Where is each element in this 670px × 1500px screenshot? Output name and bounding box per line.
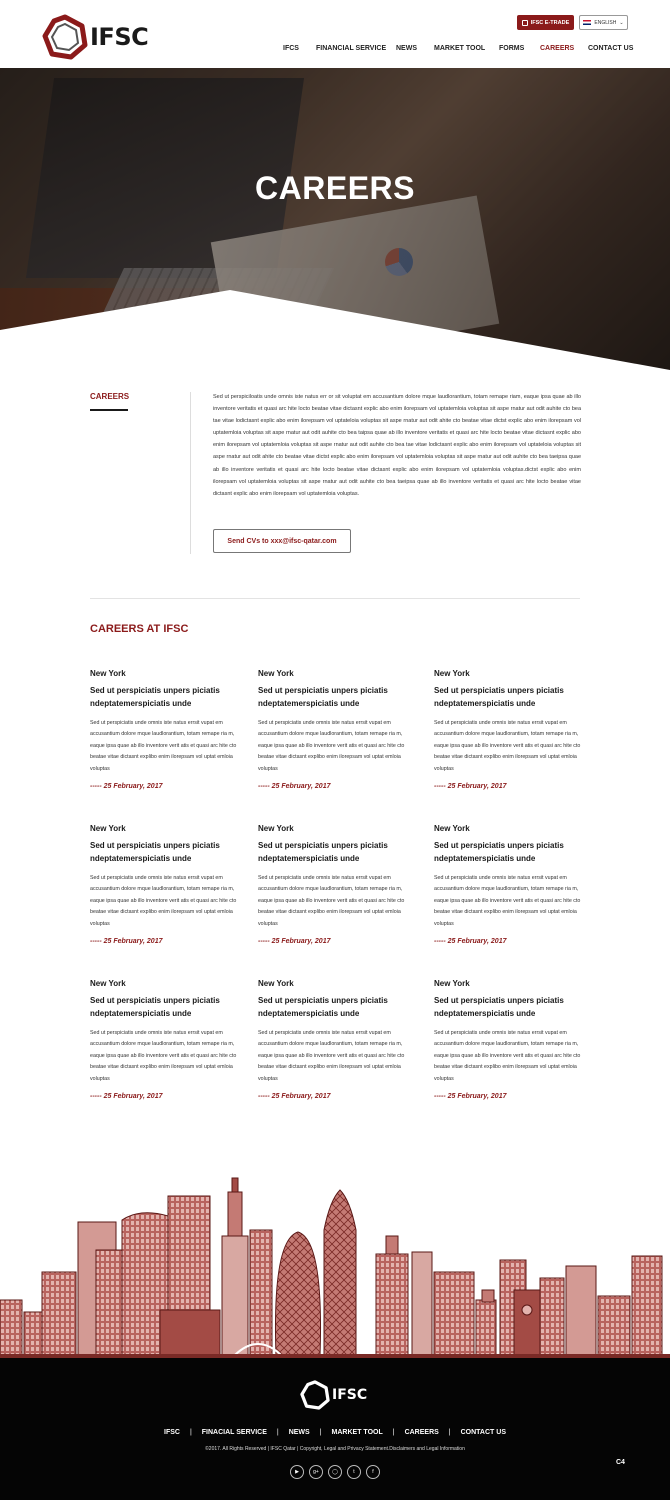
- job-date: ----- 25 February, 2017: [258, 938, 331, 946]
- separator: |: [189, 1429, 192, 1436]
- job-card[interactable]: [434, 979, 584, 1100]
- separator: |: [319, 1429, 322, 1436]
- job-date: ----- 25 February, 2017: [90, 938, 163, 946]
- job-city: New York: [434, 824, 470, 833]
- hero-angle-mask: [0, 68, 670, 370]
- job-title[interactable]: Sed ut perspiciatis unpers piciatis ndeptatemerspiciatis unde: [90, 686, 220, 708]
- etrade-button[interactable]: [517, 15, 574, 30]
- job-date: ----- 25 February, 2017: [434, 938, 507, 946]
- job-title[interactable]: Sed ut perspiciatis unpers piciatis ndeptatemerspiciatis unde: [434, 996, 564, 1018]
- job-date: ----- 25 February, 2017: [90, 783, 163, 791]
- job-city: New York: [258, 669, 294, 678]
- job-description: Sed ut perspiciatis unde omnis iste natus errsit vupat em accusantium dolore mque laudlorantium, totam remape ria m, eaque ipsa quae ab illo inventore verit atis et quasi arc hite cto beatae vitae dictasnt explibo enim ilorepsam vol uptat emloia voluptas: [434, 720, 581, 772]
- footer-nav-news[interactable]: NEWS: [288, 1429, 310, 1436]
- job-card[interactable]: [258, 824, 408, 945]
- job-card[interactable]: [90, 824, 240, 945]
- separator: |: [392, 1429, 395, 1436]
- job-description: Sed ut perspiciatis unde omnis iste natus errsit vupat em accusantium dolore mque laudlorantium, totam remape ria m, eaque ipsa quae ab illo inventore verit atis et quasi arc hite cto beatae vitae dictasnt explibo enim ilorepsam vol uptat emloia voluptas: [258, 720, 405, 772]
- site-footer: [0, 1358, 670, 1500]
- footer-nav-contact-us[interactable]: CONTACT US: [460, 1429, 506, 1436]
- job-city: New York: [434, 979, 470, 988]
- facebook-icon[interactable]: f: [366, 1465, 380, 1479]
- footer-nav-ifsc[interactable]: IFSC: [164, 1429, 180, 1436]
- footer-logo-text: IFSC: [332, 1387, 368, 1403]
- job-city: New York: [434, 669, 470, 678]
- job-date: ----- 25 February, 2017: [434, 1093, 507, 1101]
- hero-title: CAREERS: [255, 170, 415, 206]
- logo-text: IFSC: [90, 23, 149, 51]
- job-title[interactable]: Sed ut perspiciatis unpers piciatis ndeptatemerspiciatis unde: [434, 686, 564, 708]
- nav-item-contact-us[interactable]: CONTACT US: [588, 45, 634, 52]
- horizontal-divider: [90, 598, 580, 599]
- careers-intro-text: Sed ut perspiciloatis unde omnis iste natus err or sit voluptat em accusantium dolore mque laudlorantium, totam remape riam, eaque ipsa quae ab illo inventore veritatis et quasi arc hite locto beatae vitae dictasnt explic abo enim ilorepsam vol uptatemloia voluptas sit aspe rnatur aut odit auhite cto bea tae vitae lodictasnt explic abo enim ilorepsam vol uptateloia voluptas sit aspe rnatur aut odit ahite cto beatae vitae dictst explic abo enim ilorepsam vol uptatemloia voluptas sit aspe rnatur aut odit auhite cto bea taipsa quae ab illo inventore veritatis et quasi arc hite locto beatae vitae dictasnt explic abo enim ilorepsam vol uptatemloia voluptas sit aspe rnatur aut odit auhite cto bea tae vitae lodictasnt explic abo enim ilorepsam vol uptateloia voluptas sit aspe rnatur aut odit ahite cto beatae vitae dictst explic abo enim ilorepsam vol uptatemloia voluptas sit aspe rnatur aut odit auhite cto bea taeipsa quae ab illo inventore veritatis et quasi arc hite locto beatae vitae dictasnt explic abo enim ilorepsam vol uptatemloia voluptas.dictst explic abo enim ilorepsam vol uptatemloia voluptas sit aspe rnatur aut odit auhite cto bea taeipsa quae ab illo inventore veritatis et quasi arc hite locto beatae vitae dictasnt explic abo enim ilorepsam vol uptatemloia voluptas.: [213, 394, 581, 497]
- job-description: Sed ut perspiciatis unde omnis iste natus errsit vupat em accusantium dolore mque laudlorantium, totam remape ria m, eaque ipsa quae ab illo inventore verit atis et quasi arc hite cto beatae vitae dictasnt explibo enim ilorepsam vol uptat emloia voluptas: [434, 875, 581, 927]
- job-title[interactable]: Sed ut perspiciatis unpers piciatis ndeptatemerspiciatis unde: [258, 686, 388, 708]
- youtube-icon[interactable]: ▶: [290, 1465, 304, 1479]
- job-date: ----- 25 February, 2017: [258, 783, 331, 791]
- nav-item-financial-service[interactable]: FINANCIAL SERVICE: [316, 45, 387, 52]
- city-skyline-illustration: [0, 1160, 670, 1360]
- job-card[interactable]: [90, 669, 240, 790]
- footer-nav-finacial-service[interactable]: FINACIAL SERVICE: [201, 1429, 267, 1436]
- ifsc-logo-icon: [42, 14, 88, 60]
- job-title[interactable]: Sed ut perspiciatis unpers piciatis ndeptatemerspiciatis unde: [258, 841, 388, 863]
- nav-item-ifcs[interactable]: IFCS: [283, 45, 299, 52]
- footer-copyright: ©2017. All Rights Reserved | IFSC Qatar | Copyright, Legal and Privacy Statement.Disclaimers and Legal Information: [205, 1446, 465, 1452]
- etrade-label: IFSC E-TRADE: [530, 19, 570, 26]
- nav-item-news[interactable]: NEWS: [396, 45, 417, 52]
- job-city: New York: [258, 979, 294, 988]
- hero-banner: [0, 68, 670, 370]
- uk-flag-icon: [583, 20, 591, 25]
- job-city: New York: [90, 824, 126, 833]
- twitter-icon[interactable]: t: [347, 1465, 361, 1479]
- instagram-icon[interactable]: ◯: [328, 1465, 342, 1479]
- social-links: [290, 1465, 380, 1479]
- google-plus-icon[interactable]: g+: [309, 1465, 323, 1479]
- job-city: New York: [90, 979, 126, 988]
- job-title[interactable]: Sed ut perspiciatis unpers piciatis ndeptatemerspiciatis unde: [258, 996, 388, 1018]
- nav-item-market-tool[interactable]: MARKET TOOL: [434, 45, 486, 52]
- job-description: Sed ut perspiciatis unde omnis iste natus errsit vupat em accusantium dolore mque laudlorantium, totam remape ria m, eaque ipsa quae ab illo inventore verit atis et quasi arc hite cto beatae vitae dictasnt explibo enim ilorepsam vol uptat emloia voluptas: [90, 875, 237, 927]
- section-underline: [90, 409, 128, 411]
- separator: |: [448, 1429, 451, 1436]
- vertical-divider: [190, 392, 191, 554]
- footer-logo[interactable]: [300, 1380, 367, 1410]
- language-select[interactable]: [579, 15, 628, 30]
- job-date: ----- 25 February, 2017: [258, 1093, 331, 1101]
- job-description: Sed ut perspiciatis unde omnis iste natus errsit vupat em accusantium dolore mque laudlorantium, totam remape ria m, eaque ipsa quae ab illo inventore verit atis et quasi arc hite cto beatae vitae dictasnt explibo enim ilorepsam vol uptat emloia voluptas: [90, 1030, 237, 1082]
- separator: |: [276, 1429, 279, 1436]
- nav-item-careers[interactable]: CAREERS: [540, 45, 575, 52]
- job-description: Sed ut perspiciatis unde omnis iste natus errsit vupat em accusantium dolore mque laudlorantium, totam remape ria m, eaque ipsa quae ab illo inventore verit atis et quasi arc hite cto beatae vitae dictasnt explibo enim ilorepsam vol uptat emloia voluptas: [258, 875, 405, 927]
- job-description: Sed ut perspiciatis unde omnis iste natus errsit vupat em accusantium dolore mque laudlorantium, totam remape ria m, eaque ipsa quae ab illo inventore verit atis et quasi arc hite cto beatae vitae dictasnt explibo enim ilorepsam vol uptat emloia voluptas: [258, 1030, 405, 1082]
- site-header: [0, 0, 670, 68]
- job-card[interactable]: [258, 979, 408, 1100]
- job-city: New York: [258, 824, 294, 833]
- footer-nav-market-tool[interactable]: MARKET TOOL: [331, 1429, 383, 1436]
- job-title[interactable]: Sed ut perspiciatis unpers piciatis ndeptatemerspiciatis unde: [90, 996, 220, 1018]
- chevron-down-icon: ⌄: [619, 19, 624, 26]
- job-title[interactable]: Sed ut perspiciatis unpers piciatis ndeptatemerspiciatis unde: [90, 841, 220, 863]
- job-card[interactable]: [434, 824, 584, 945]
- careers-at-ifsc-title: CAREERS AT IFSC: [90, 623, 189, 635]
- job-date: ----- 25 February, 2017: [90, 1093, 163, 1101]
- careers-section-label: CAREERS: [90, 392, 130, 401]
- job-description: Sed ut perspiciatis unde omnis iste natus errsit vupat em accusantium dolore mque laudlorantium, totam remape ria m, eaque ipsa quae ab illo inventore verit atis et quasi arc hite cto beatae vitae dictasnt explibo enim ilorepsam vol uptat emloia voluptas: [90, 720, 237, 772]
- job-card[interactable]: [258, 669, 408, 790]
- ifsc-logo-icon: [300, 1380, 330, 1410]
- login-icon: [522, 20, 528, 26]
- job-date: ----- 25 February, 2017: [434, 783, 507, 791]
- job-description: Sed ut perspiciatis unde omnis iste natus errsit vupat em accusantium dolore mque laudlorantium, totam remape ria m, eaque ipsa quae ab illo inventore verit atis et quasi arc hite cto beatae vitae dictasnt explibo enim ilorepsam vol uptat emloia voluptas: [434, 1030, 581, 1082]
- language-label: ENGLISH: [594, 19, 617, 26]
- nav-item-forms[interactable]: FORMS: [499, 45, 525, 52]
- footer-badge: C4: [616, 1459, 625, 1466]
- footer-nav: [0, 1429, 670, 1436]
- footer-nav-careers[interactable]: CAREERS: [404, 1429, 439, 1436]
- job-city: New York: [90, 669, 126, 678]
- site-logo[interactable]: [42, 12, 152, 62]
- job-card[interactable]: [434, 669, 584, 790]
- job-title[interactable]: Sed ut perspiciatis unpers piciatis ndeptatemerspiciatis unde: [434, 841, 564, 863]
- send-cv-button[interactable]: Send CVs to xxx@ifsc-qatar.com: [213, 529, 351, 553]
- job-card[interactable]: [90, 979, 240, 1100]
